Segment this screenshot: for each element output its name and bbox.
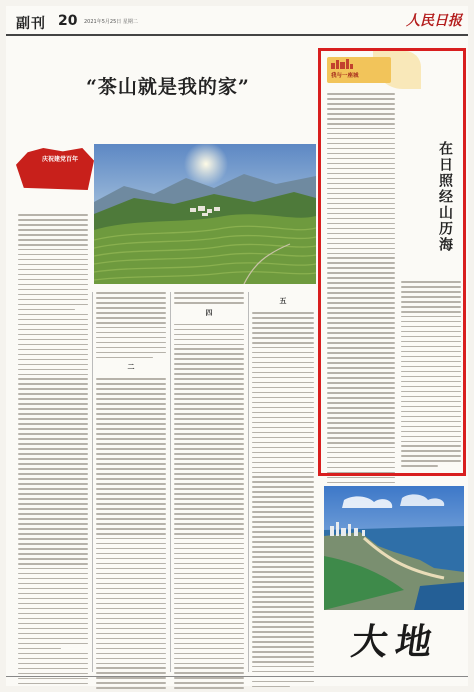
article-column-1 [18, 214, 88, 688]
page-number: 20 [58, 13, 78, 29]
section-heading-4: 四 [205, 307, 213, 317]
feature-column-1 [327, 93, 395, 512]
section-heading-5: 五 [279, 296, 287, 305]
column-divider [170, 292, 171, 672]
masthead-logo: 人民日报 [406, 13, 462, 29]
article-column-3 [174, 292, 244, 692]
column-banner [327, 57, 391, 83]
newspaper-page [6, 6, 468, 686]
city-skyline-icon [331, 59, 353, 69]
dadi-calligraphy: 大地 [348, 621, 443, 663]
feature-title: 在日照经山历海 [437, 141, 453, 253]
feature-column-2 [401, 281, 461, 470]
section-name: 副刊 [16, 16, 46, 32]
column-banner-label: 我与一座城 [331, 73, 359, 79]
badge-label: 庆祝建党百年 [42, 156, 79, 163]
featured-essay-box [318, 48, 466, 476]
publication-date: 2021年5月25日 星期二 [84, 19, 138, 25]
article-title: “茶山就是我的家” [86, 76, 250, 98]
article-column-4 [252, 292, 314, 691]
tea-mountain-photo [94, 144, 316, 284]
badge-background [16, 148, 94, 190]
rizhao-coast-photo [324, 486, 464, 610]
column-divider [248, 292, 249, 672]
centenary-badge [16, 148, 94, 190]
section-heading-2: 二 [127, 362, 135, 372]
article-column-2 [96, 292, 166, 692]
column-divider [92, 292, 93, 672]
page-footer [6, 676, 468, 686]
page-header [6, 6, 468, 36]
